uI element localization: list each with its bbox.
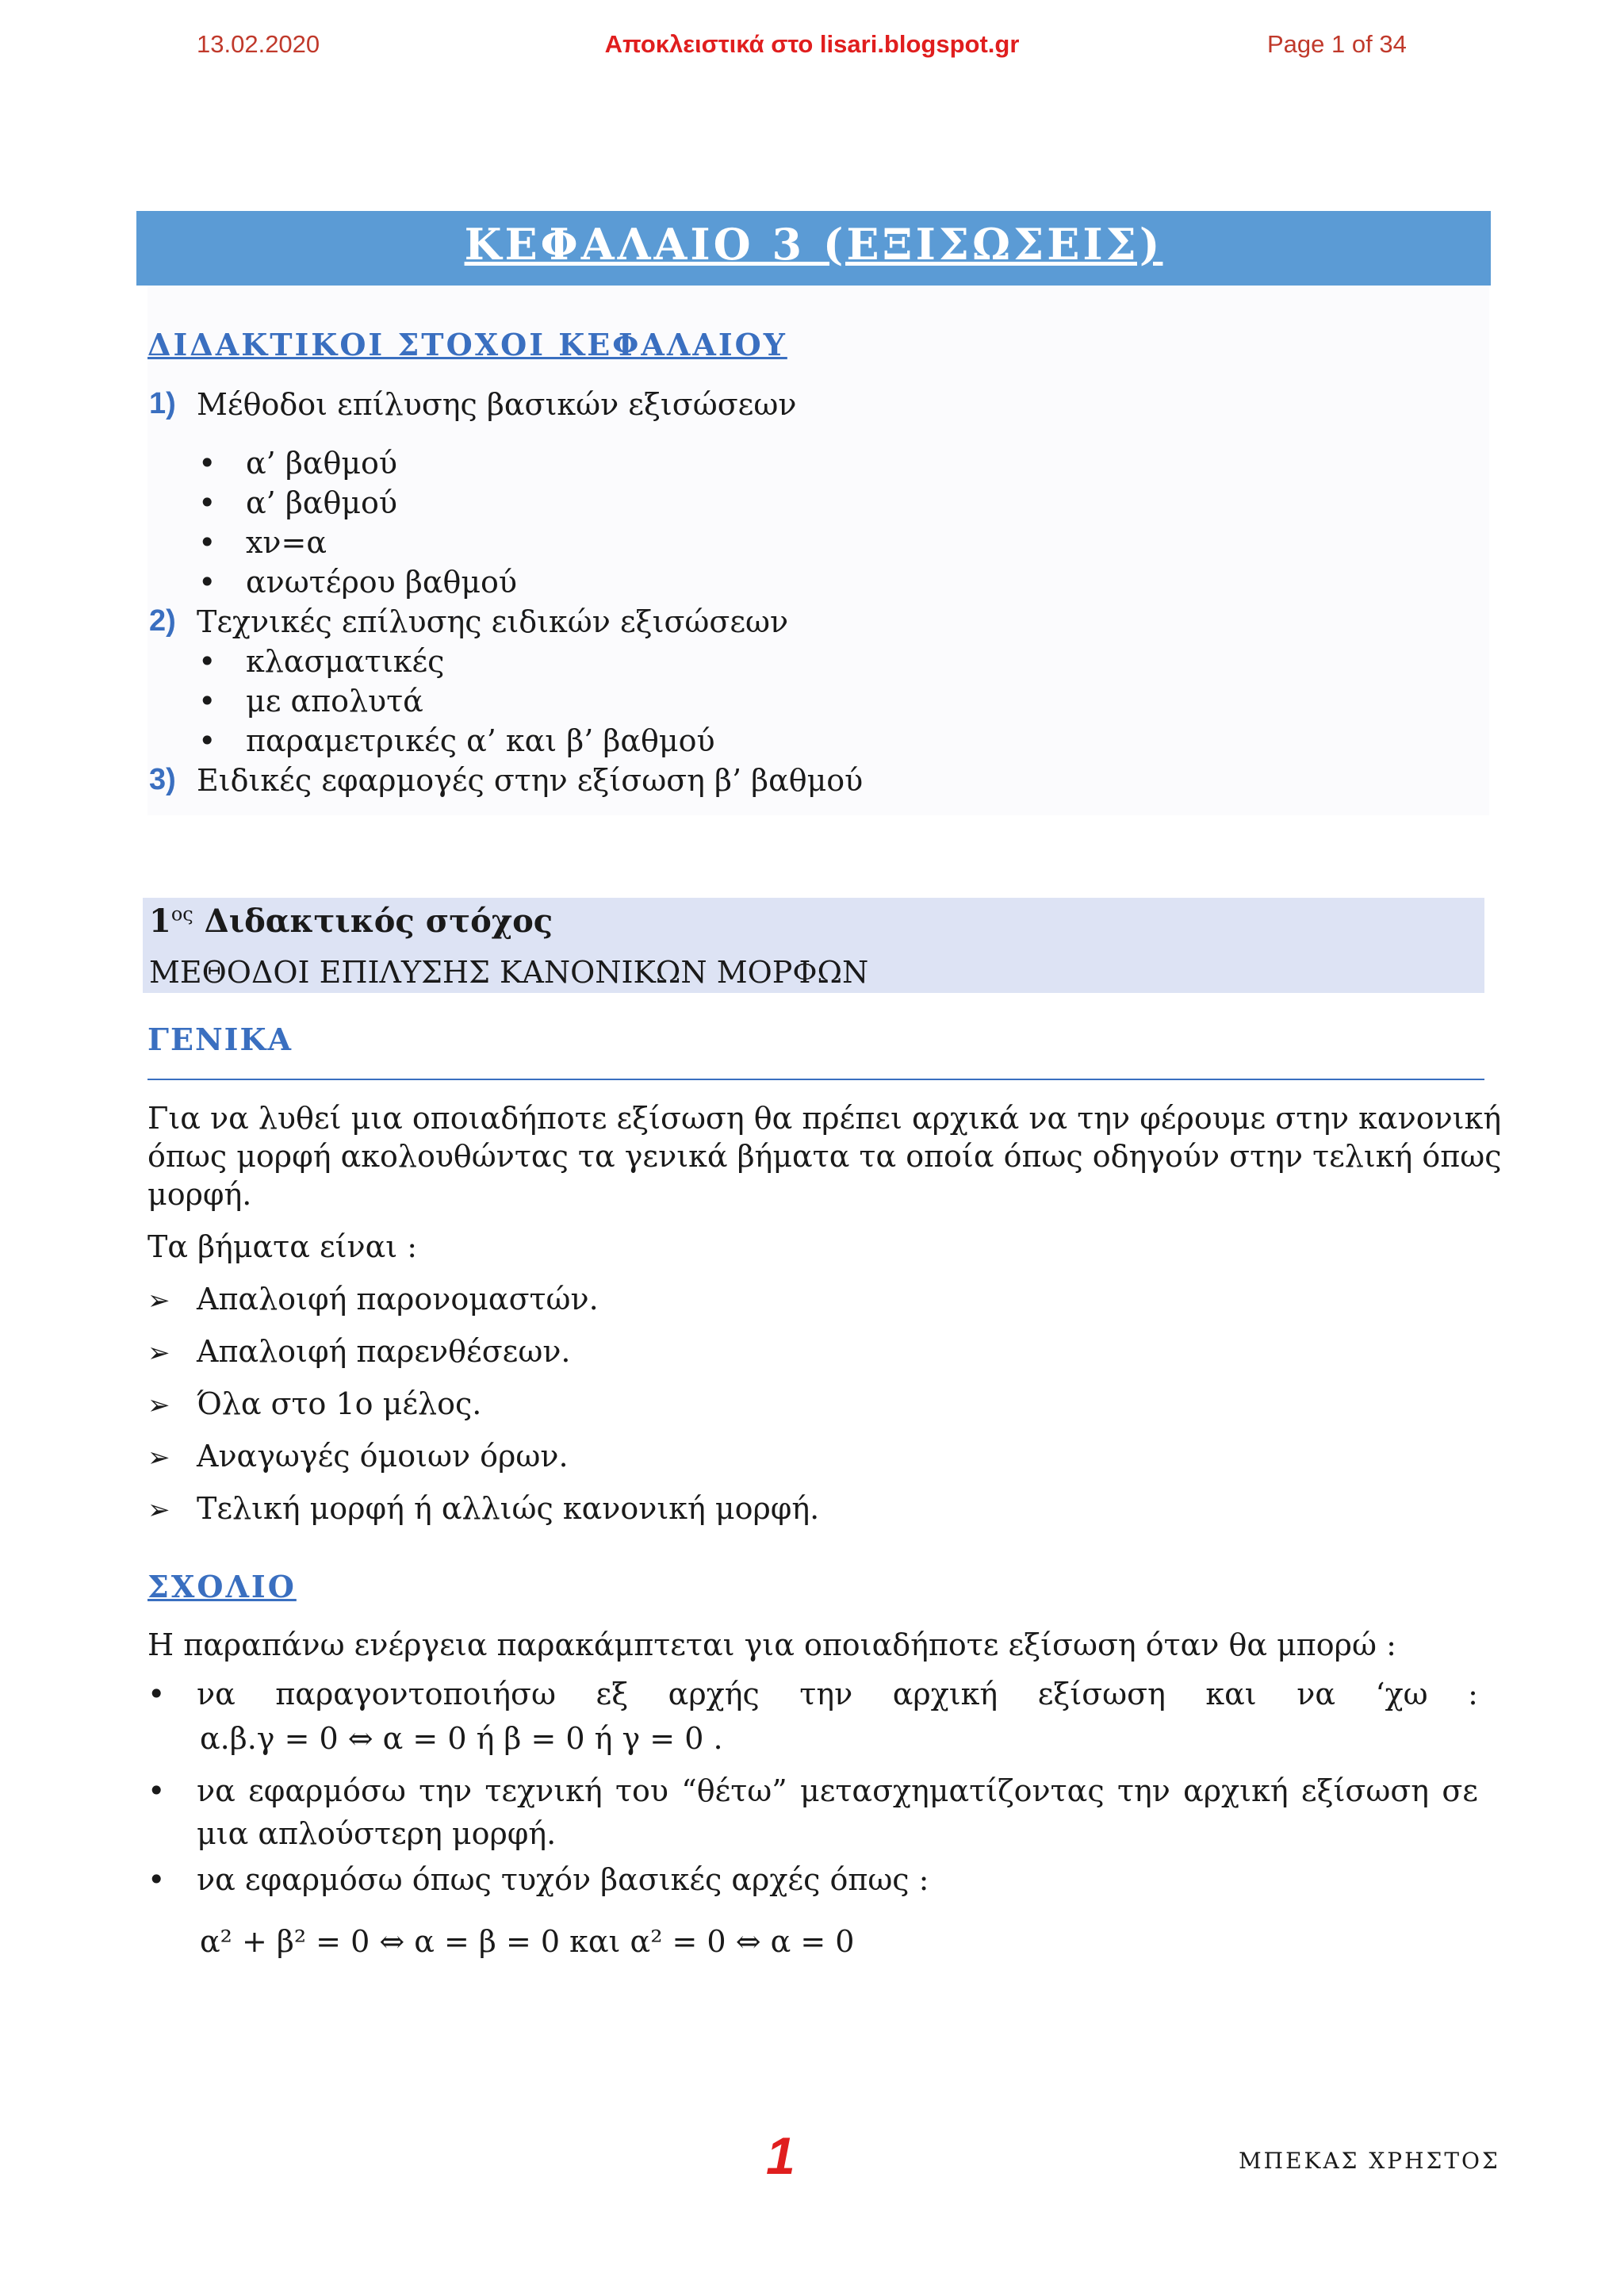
arrow-bullet-icon: ➢ <box>147 1494 170 1526</box>
sub-item: α’ βαθμού <box>246 485 398 520</box>
arrow-bullet-icon: ➢ <box>147 1442 170 1474</box>
general-paragraph-line: Για να λυθεί μια οποιαδήποτε εξίσωση θα πρέπει αρχικά να την φέρουμε στην κανονική <box>147 1101 1502 1136</box>
arrow-bullet-icon: ➢ <box>147 1337 170 1369</box>
goal-title <box>149 903 553 940</box>
bullet-icon: • <box>198 485 216 520</box>
bullet-icon: • <box>147 1862 166 1897</box>
chapter-title: ΚΕΦΑΛΑΙΟ 3 (ΕΞΙΣΩΣΕΙΣ) <box>464 219 1163 270</box>
sub-item: κλασματικές <box>246 644 445 679</box>
goal-ordinal-suffix: ος <box>170 903 193 926</box>
section-divider <box>147 1079 1484 1080</box>
step-item: Όλα στο 1ο μέλος. <box>197 1386 482 1421</box>
objective-number: 3) <box>149 763 176 796</box>
sub-item: ανωτέρου βαθμού <box>246 565 518 600</box>
step-item: Τελική μορφή ή αλλιώς κανονική μορφή. <box>197 1491 820 1526</box>
step-item: Απαλοιφή παρονομαστών. <box>197 1282 599 1317</box>
bullet-icon: • <box>198 525 216 560</box>
bullet-icon: • <box>198 684 216 719</box>
bullet-icon: • <box>198 723 216 758</box>
bullet-icon: • <box>147 1677 166 1711</box>
objectives-heading: ΔΙΔΑΚΤΙΚΟΙ ΣΤΟΧΟΙ ΚΕΦΑΛΑΙΟΥ <box>147 327 787 362</box>
note-math: α.β.γ = 0 ⇔ α = 0 ή β = 0 ή γ = 0 . <box>200 1721 723 1756</box>
note-bullet-line: μια απλούστερη μορφή. <box>197 1816 557 1851</box>
objective-text: Ειδικές εφαρμογές στην εξίσωση β’ βαθμού <box>197 763 864 798</box>
sub-item: με απολυτά <box>246 684 423 719</box>
objective-number: 2) <box>149 604 176 638</box>
goal-subtitle: ΜΕΘΟΔΟΙ ΕΠΙΛΥΣΗΣ ΚΑΝΟΝΙΚΩΝ ΜΟΡΦΩΝ <box>149 955 869 990</box>
bullet-icon: • <box>147 1773 166 1808</box>
note-bullet-line: να παραγοντοποιήσω εξ αρχής την αρχική εξίσωση και να ‘χω : <box>197 1677 1478 1711</box>
arrow-bullet-icon: ➢ <box>147 1285 170 1317</box>
footer-author: ΜΠΕΚΑΣ ΧΡΗΣΤΟΣ <box>1239 2148 1500 2174</box>
objective-text: Τεχνικές επίλυσης ειδικών εξισώσεων <box>197 604 789 639</box>
general-paragraph-line: μορφή. <box>147 1177 252 1212</box>
objective-text: Μέθοδοι επίλυσης βασικών εξισώσεων <box>197 387 797 422</box>
general-heading: ΓΕΝΙΚΑ <box>147 1022 293 1057</box>
steps-intro: Τα βήματα είναι : <box>147 1229 418 1264</box>
header-page-indicator: Page 1 of 34 <box>1267 30 1407 58</box>
arrow-bullet-icon: ➢ <box>147 1389 170 1421</box>
bullet-icon: • <box>198 644 216 679</box>
goal-ordinal: 1 <box>149 903 171 940</box>
note-math: α² + β² = 0 ⇔ α = β = 0 και α² = 0 ⇔ α = 0 <box>200 1924 855 1959</box>
sub-item: xν=α <box>246 525 327 560</box>
note-bullet-line: να εφαρμόσω όπως τυχόν βασικές αρχές όπως : <box>197 1862 929 1897</box>
footer-page-number: 1 <box>766 2126 795 2185</box>
note-heading: ΣΧΟΛΙΟ <box>147 1569 297 1604</box>
header-site: Αποκλειστικά στο lisari.blogspot.gr <box>604 30 1020 58</box>
objective-number: 1) <box>149 387 176 420</box>
chapter-banner <box>136 211 1491 286</box>
bullet-icon: • <box>198 565 216 600</box>
note-bullet-line: να εφαρμόσω την τεχνική του “θέτω” μετασχηματίζοντας την αρχική εξίσωση σε <box>197 1773 1478 1808</box>
bullet-icon: • <box>198 446 216 481</box>
header-date: 13.02.2020 <box>197 30 320 58</box>
sub-item: παραμετρικές α’ και β’ βαθμού <box>246 723 715 758</box>
step-item: Αναγωγές όμοιων όρων. <box>197 1439 569 1474</box>
note-intro: Η παραπάνω ενέργεια παρακάμπτεται για οποιαδήποτε εξίσωση όταν θα μπορώ : <box>147 1627 1396 1662</box>
general-paragraph-line: όπως μορφή ακολουθώντας τα γενικά βήματα τα οποία όπως οδηγούν στην τελική όπως <box>147 1139 1502 1174</box>
step-item: Απαλοιφή παρενθέσεων. <box>197 1334 571 1369</box>
goal-title-text: Διδακτικός στόχος <box>204 903 553 940</box>
sub-item: α’ βαθμού <box>246 446 398 481</box>
